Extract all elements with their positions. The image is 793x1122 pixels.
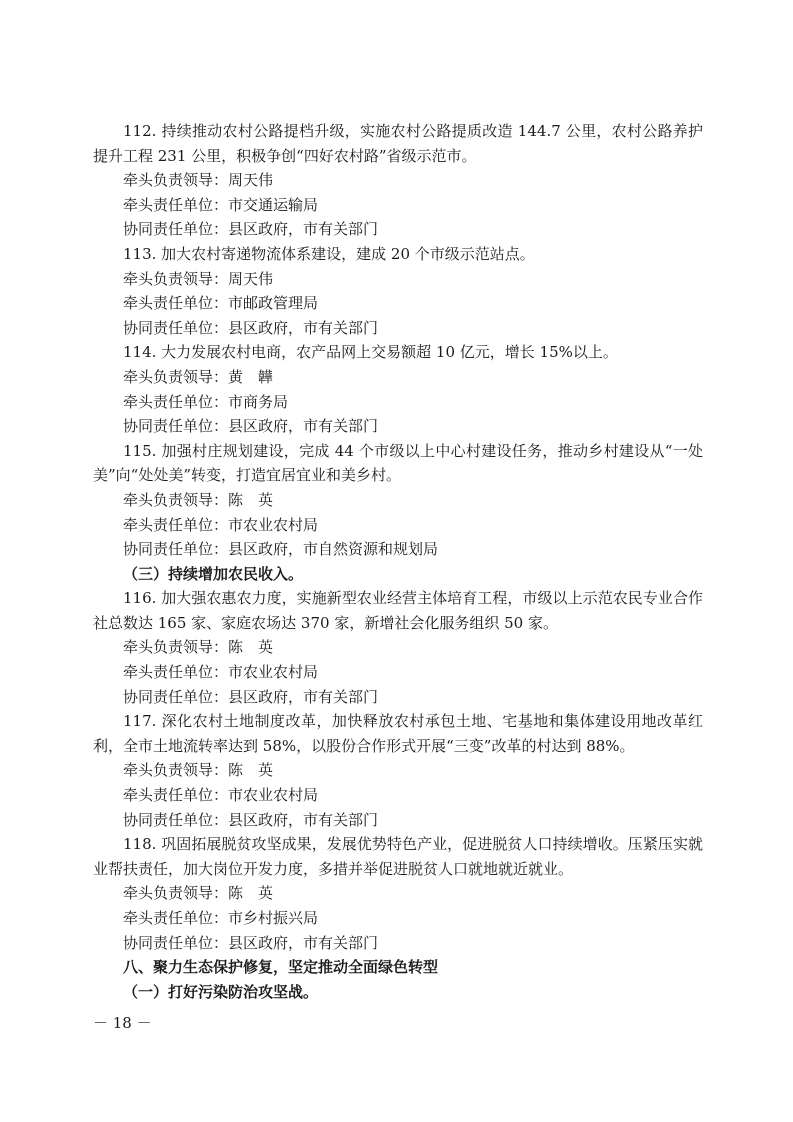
item-118-coop-unit: 协同责任单位：县区政府，市有关部门 [123,933,379,952]
item-117-coop-unit: 协同责任单位：县区政府，市有关部门 [123,810,379,829]
item-117-lead-unit: 牵头责任单位：市农业农村局 [123,786,319,805]
item-116-lead-unit: 牵头责任单位：市农业农村局 [123,663,319,682]
item-118-text: 118. 巩固拓展脱贫攻坚成果，发展优势特色产业，促进脱贫人口持续增收。压紧压实就业帮扶责任，加大岗位开发力度，多措并举促进脱贫人口就地就近就业。 [93,835,703,878]
item-114-text: 114. 大力发展农村电商，农产品网上交易额超 10 亿元，增长 15%以上。 [123,343,618,362]
item-113-leader: 牵头负责领导：周天伟 [123,269,274,288]
item-115-leader: 牵头负责领导：陈 英 [123,490,274,509]
section-8-1-heading: （一）打好污染防治攻坚战。 [123,982,319,1001]
item-117-text: 117. 深化农村土地制度改革，加快释放农村承包土地、宅基地和集体建设用地改革红利，全市土地流转率达到 58%，以股份合作形式开展“三变”改革的村达到 88%。 [93,712,703,755]
item-118-lead-unit: 牵头责任单位：市乡村振兴局 [123,909,319,927]
item-115-text: 115. 加强村庄规划建设，完成 44 个市级以上中心村建设任务，推动乡村建设从“一处美”向“处处美”转变，打造宜居宜业和美乡村。 [93,441,703,485]
item-114-lead-unit: 牵头责任单位：市商务局 [123,392,289,411]
item-116-coop-unit: 协同责任单位：县区政府，市有关部门 [123,687,379,706]
item-118-leader: 牵头负责领导：陈 英 [123,884,274,903]
item-115-lead-unit: 牵头责任单位：市农业农村局 [123,515,319,534]
item-112-lead-unit: 牵头责任单位：市交通运输局 [123,195,319,214]
item-117-leader: 牵头负责领导：陈 英 [123,761,274,780]
item-115-coop-unit: 协同责任单位：县区政府，市自然资源和规划局 [123,540,439,559]
item-112-coop-unit: 协同责任单位：县区政府，市有关部门 [123,220,379,239]
item-116-text: 116. 加大强农惠农力度，实施新型农业经营主体培育工程，市级以上示范农民专业合作社总数达 165 家、家庭农场达 370 家，新增社会化服务组织 50 家。 [93,589,703,632]
chapter-8-heading: 八、聚力生态保护修复，坚定推动全面绿色转型 [123,958,439,977]
item-112-text: 112. 持续推动农村公路提档升级，实施农村公路提质改造 144.7 公里，农村公路养护提升工程 231 公里，积极争创“四好农村路”省级示范市。 [93,122,703,165]
item-113-text: 113. 加大农村寄递物流体系建设，建成 20 个市级示范站点。 [123,244,535,263]
item-112-leader: 牵头负责领导：周天伟 [123,171,274,190]
item-116-leader: 牵头负责领导：陈 英 [123,638,274,657]
page-number: － 18 － [93,1014,152,1032]
item-113-coop-unit: 协同责任单位：县区政府，市有关部门 [123,318,379,337]
item-114-coop-unit: 协同责任单位：县区政府，市有关部门 [123,417,379,436]
item-114-leader: 牵头负责领导：黄 韡 [123,367,274,386]
page-content [93,119,703,1004]
item-113-lead-unit: 牵头责任单位：市邮政管理局 [123,294,319,313]
section-3-heading: （三）持续增加农民收入。 [123,564,304,583]
